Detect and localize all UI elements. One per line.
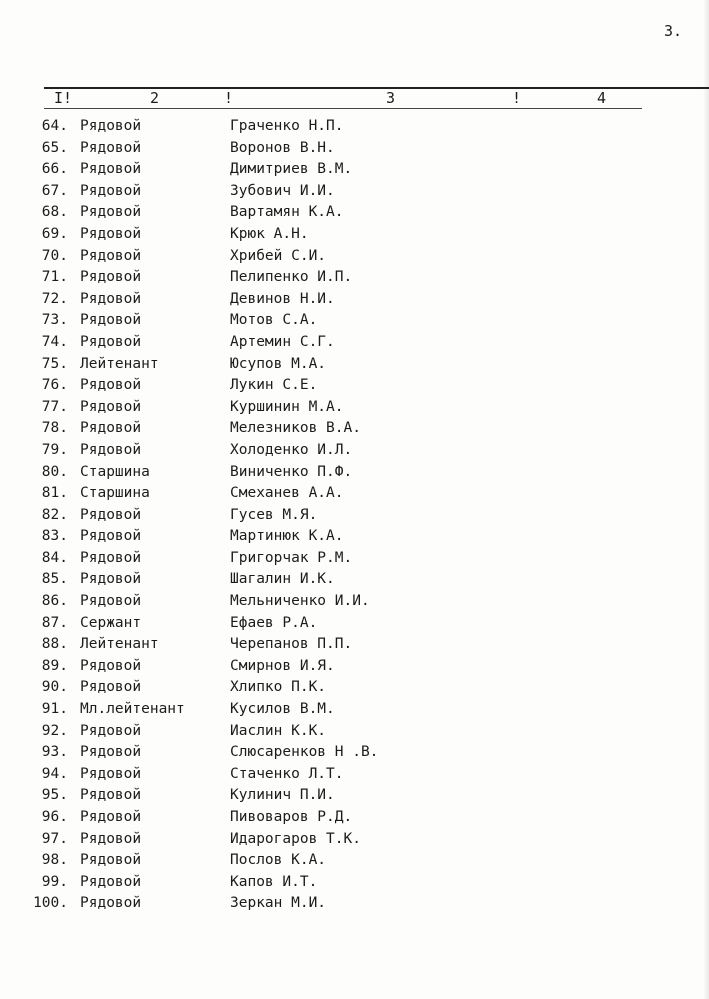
row-rank: Рядовой	[80, 787, 142, 804]
row-rank: Лейтенант	[80, 636, 159, 653]
row-rank: Рядовой	[80, 290, 142, 307]
row-name: Граченко Н.П.	[230, 118, 344, 134]
row-rank: Рядовой	[80, 744, 142, 761]
row-rank: Рядовой	[80, 809, 142, 825]
row-rank: Рядовой	[80, 204, 142, 221]
row-name: Гусев М.Я.	[230, 506, 318, 523]
row-rank: Рядовой	[80, 225, 142, 242]
row-rank: Старшина	[80, 485, 150, 502]
row-rank: Рядовой	[80, 657, 142, 674]
row-name: Смеханев А.А.	[230, 485, 344, 502]
row-rank: Рядовой	[80, 873, 142, 890]
list-item	[0, 246, 709, 268]
row-name: Пелипенко И.П.	[230, 269, 353, 286]
row-rank: Рядовой	[80, 852, 142, 869]
header-underline	[44, 108, 642, 109]
list-item	[0, 893, 709, 915]
row-name: Капов И.Т.	[230, 873, 318, 890]
list-item	[0, 397, 709, 419]
row-number: 68.	[41, 204, 68, 221]
row-number: 79.	[41, 441, 68, 458]
row-number: 73.	[41, 312, 68, 329]
row-number: 71.	[41, 269, 68, 286]
list-item	[0, 742, 709, 764]
row-number: 74.	[41, 333, 68, 350]
row-number: 91.	[41, 701, 68, 718]
row-number: 66.	[41, 161, 68, 178]
list-item	[0, 548, 709, 570]
row-rank: Рядовой	[80, 441, 142, 458]
row-rank: Мл.лейтенант	[80, 701, 185, 718]
row-rank: Рядовой	[80, 895, 142, 912]
header-col-3: 3	[386, 89, 396, 107]
row-number: 87.	[41, 614, 68, 631]
list-item	[0, 721, 709, 743]
list-item	[0, 591, 709, 613]
row-number: 83.	[41, 528, 68, 545]
list-item	[0, 699, 709, 721]
header-separator-2: !	[512, 89, 522, 107]
row-rank: Рядовой	[80, 549, 142, 566]
row-rank: Рядовой	[80, 420, 142, 437]
row-number: 78.	[41, 420, 68, 437]
list-item	[0, 569, 709, 591]
row-number: 69.	[41, 225, 68, 242]
row-name: Крюк А.Н.	[230, 225, 309, 242]
row-name: Куршинин М.А.	[230, 398, 344, 415]
row-number: 76.	[41, 377, 68, 394]
row-number: 92.	[41, 722, 68, 739]
row-name: Зеркан М.И.	[230, 895, 327, 912]
row-rank: Рядовой	[80, 679, 142, 696]
row-number: 90.	[41, 679, 68, 696]
row-rank: Рядовой	[80, 722, 142, 739]
list-item	[0, 785, 709, 807]
list-item	[0, 677, 709, 699]
row-name: Воронов В.Н.	[230, 139, 335, 156]
list-item	[0, 159, 709, 181]
row-name: Зубович И.И.	[230, 182, 335, 199]
list-item	[0, 634, 709, 656]
list-item	[0, 354, 709, 376]
row-number: 86.	[41, 593, 68, 610]
row-name: Григорчак Р.М.	[230, 549, 353, 566]
row-rank: Лейтенант	[80, 355, 159, 372]
row-number: 89.	[41, 657, 68, 674]
row-name: Холоденко И.Л.	[230, 441, 353, 458]
row-number: 85.	[41, 571, 68, 588]
list-item	[0, 440, 709, 462]
row-name: Хлипко П.К.	[230, 679, 327, 696]
row-rank: Рядовой	[80, 398, 142, 415]
row-number: 81.	[41, 485, 68, 502]
header-col-4: 4	[597, 89, 607, 107]
row-rank: Рядовой	[80, 377, 142, 394]
list-item	[0, 202, 709, 224]
row-number: 93.	[41, 744, 68, 761]
list-item	[0, 332, 709, 354]
row-name: Ефаев Р.А.	[230, 614, 318, 631]
row-name: Юсупов М.А.	[230, 355, 327, 372]
row-name: Хрибей С.И.	[230, 247, 327, 264]
list-item	[0, 613, 709, 635]
row-number: 94.	[41, 765, 68, 782]
row-rank: Рядовой	[80, 830, 142, 847]
row-name: Мельниченко И.И.	[230, 593, 370, 610]
row-name: Вартамян К.А.	[230, 204, 344, 221]
list-item	[0, 483, 709, 505]
row-name: Стаченко Л.Т.	[230, 765, 344, 782]
list-item	[0, 181, 709, 203]
row-number: 82.	[41, 506, 68, 523]
row-number: 100.	[33, 895, 68, 912]
row-number: 77.	[41, 398, 68, 415]
row-rank: Рядовой	[80, 247, 142, 264]
row-name: Мелезников В.А.	[230, 420, 361, 437]
row-name: Пивоваров Р.Д.	[230, 809, 353, 825]
row-name: Лукин С.Е.	[230, 377, 318, 394]
list-item	[0, 656, 709, 678]
row-rank: Рядовой	[80, 571, 142, 588]
row-number: 70.	[41, 247, 68, 264]
row-name: Девинов Н.И.	[230, 290, 335, 307]
row-number: 67.	[41, 182, 68, 199]
list-item	[0, 310, 709, 332]
list-item	[0, 526, 709, 548]
list-item	[0, 138, 709, 160]
row-rank: Старшина	[80, 463, 150, 480]
row-name: Иаслин К.К.	[230, 722, 327, 739]
row-number: 97.	[41, 830, 68, 847]
row-name: Слюсаренков Н .В.	[230, 744, 379, 761]
row-rank: Рядовой	[80, 333, 142, 350]
row-rank: Рядовой	[80, 161, 142, 178]
row-rank: Рядовой	[80, 139, 142, 156]
list-item	[0, 829, 709, 851]
row-number: 95.	[41, 787, 68, 804]
row-number: 64.	[41, 118, 68, 134]
row-name: Кусилов В.М.	[230, 701, 335, 718]
row-number: 75.	[41, 355, 68, 372]
list-item	[0, 872, 709, 894]
row-name: Виниченко П.Ф.	[230, 463, 353, 480]
list-item	[0, 267, 709, 289]
row-name: Смирнов И.Я.	[230, 657, 335, 674]
row-name: Димитриев В.М.	[230, 161, 353, 178]
row-number: 98.	[41, 852, 68, 869]
list-item	[0, 764, 709, 786]
row-rank: Рядовой	[80, 118, 142, 134]
row-number: 72.	[41, 290, 68, 307]
row-number: 96.	[41, 809, 68, 825]
row-name: Черепанов П.П.	[230, 636, 353, 653]
row-number: 88.	[41, 636, 68, 653]
list-item	[0, 850, 709, 872]
header-col-2: 2	[150, 89, 160, 107]
list-item	[0, 375, 709, 397]
row-name: Шагалин И.К.	[230, 571, 335, 588]
list-item	[0, 224, 709, 246]
row-name: Мотов С.А.	[230, 312, 318, 329]
row-rank: Рядовой	[80, 506, 142, 523]
row-name: Кулинич П.И.	[230, 787, 335, 804]
list-item	[0, 116, 709, 138]
row-name: Послов К.А.	[230, 852, 327, 869]
row-rank: Рядовой	[80, 182, 142, 199]
row-number: 65.	[41, 139, 68, 156]
row-number: 80.	[41, 463, 68, 480]
header-col-1: I!	[54, 89, 73, 107]
row-rank: Рядовой	[80, 765, 142, 782]
list-item	[0, 289, 709, 311]
row-rank: Сержант	[80, 614, 142, 631]
table-header	[0, 89, 709, 109]
row-number: 99.	[41, 873, 68, 890]
list-item	[0, 462, 709, 484]
row-name: Мартинюк К.А.	[230, 528, 344, 545]
personnel-list	[0, 116, 709, 915]
list-item	[0, 418, 709, 440]
row-number: 84.	[41, 549, 68, 566]
list-item	[0, 807, 709, 829]
page-number: 3.	[664, 22, 683, 40]
row-name: Идарогаров Т.К.	[230, 830, 361, 847]
row-rank: Рядовой	[80, 528, 142, 545]
header-separator-1: !	[224, 89, 234, 107]
row-rank: Рядовой	[80, 593, 142, 610]
list-item	[0, 505, 709, 527]
row-name: Артемин С.Г.	[230, 333, 335, 350]
row-rank: Рядовой	[80, 312, 142, 329]
row-rank: Рядовой	[80, 269, 142, 286]
